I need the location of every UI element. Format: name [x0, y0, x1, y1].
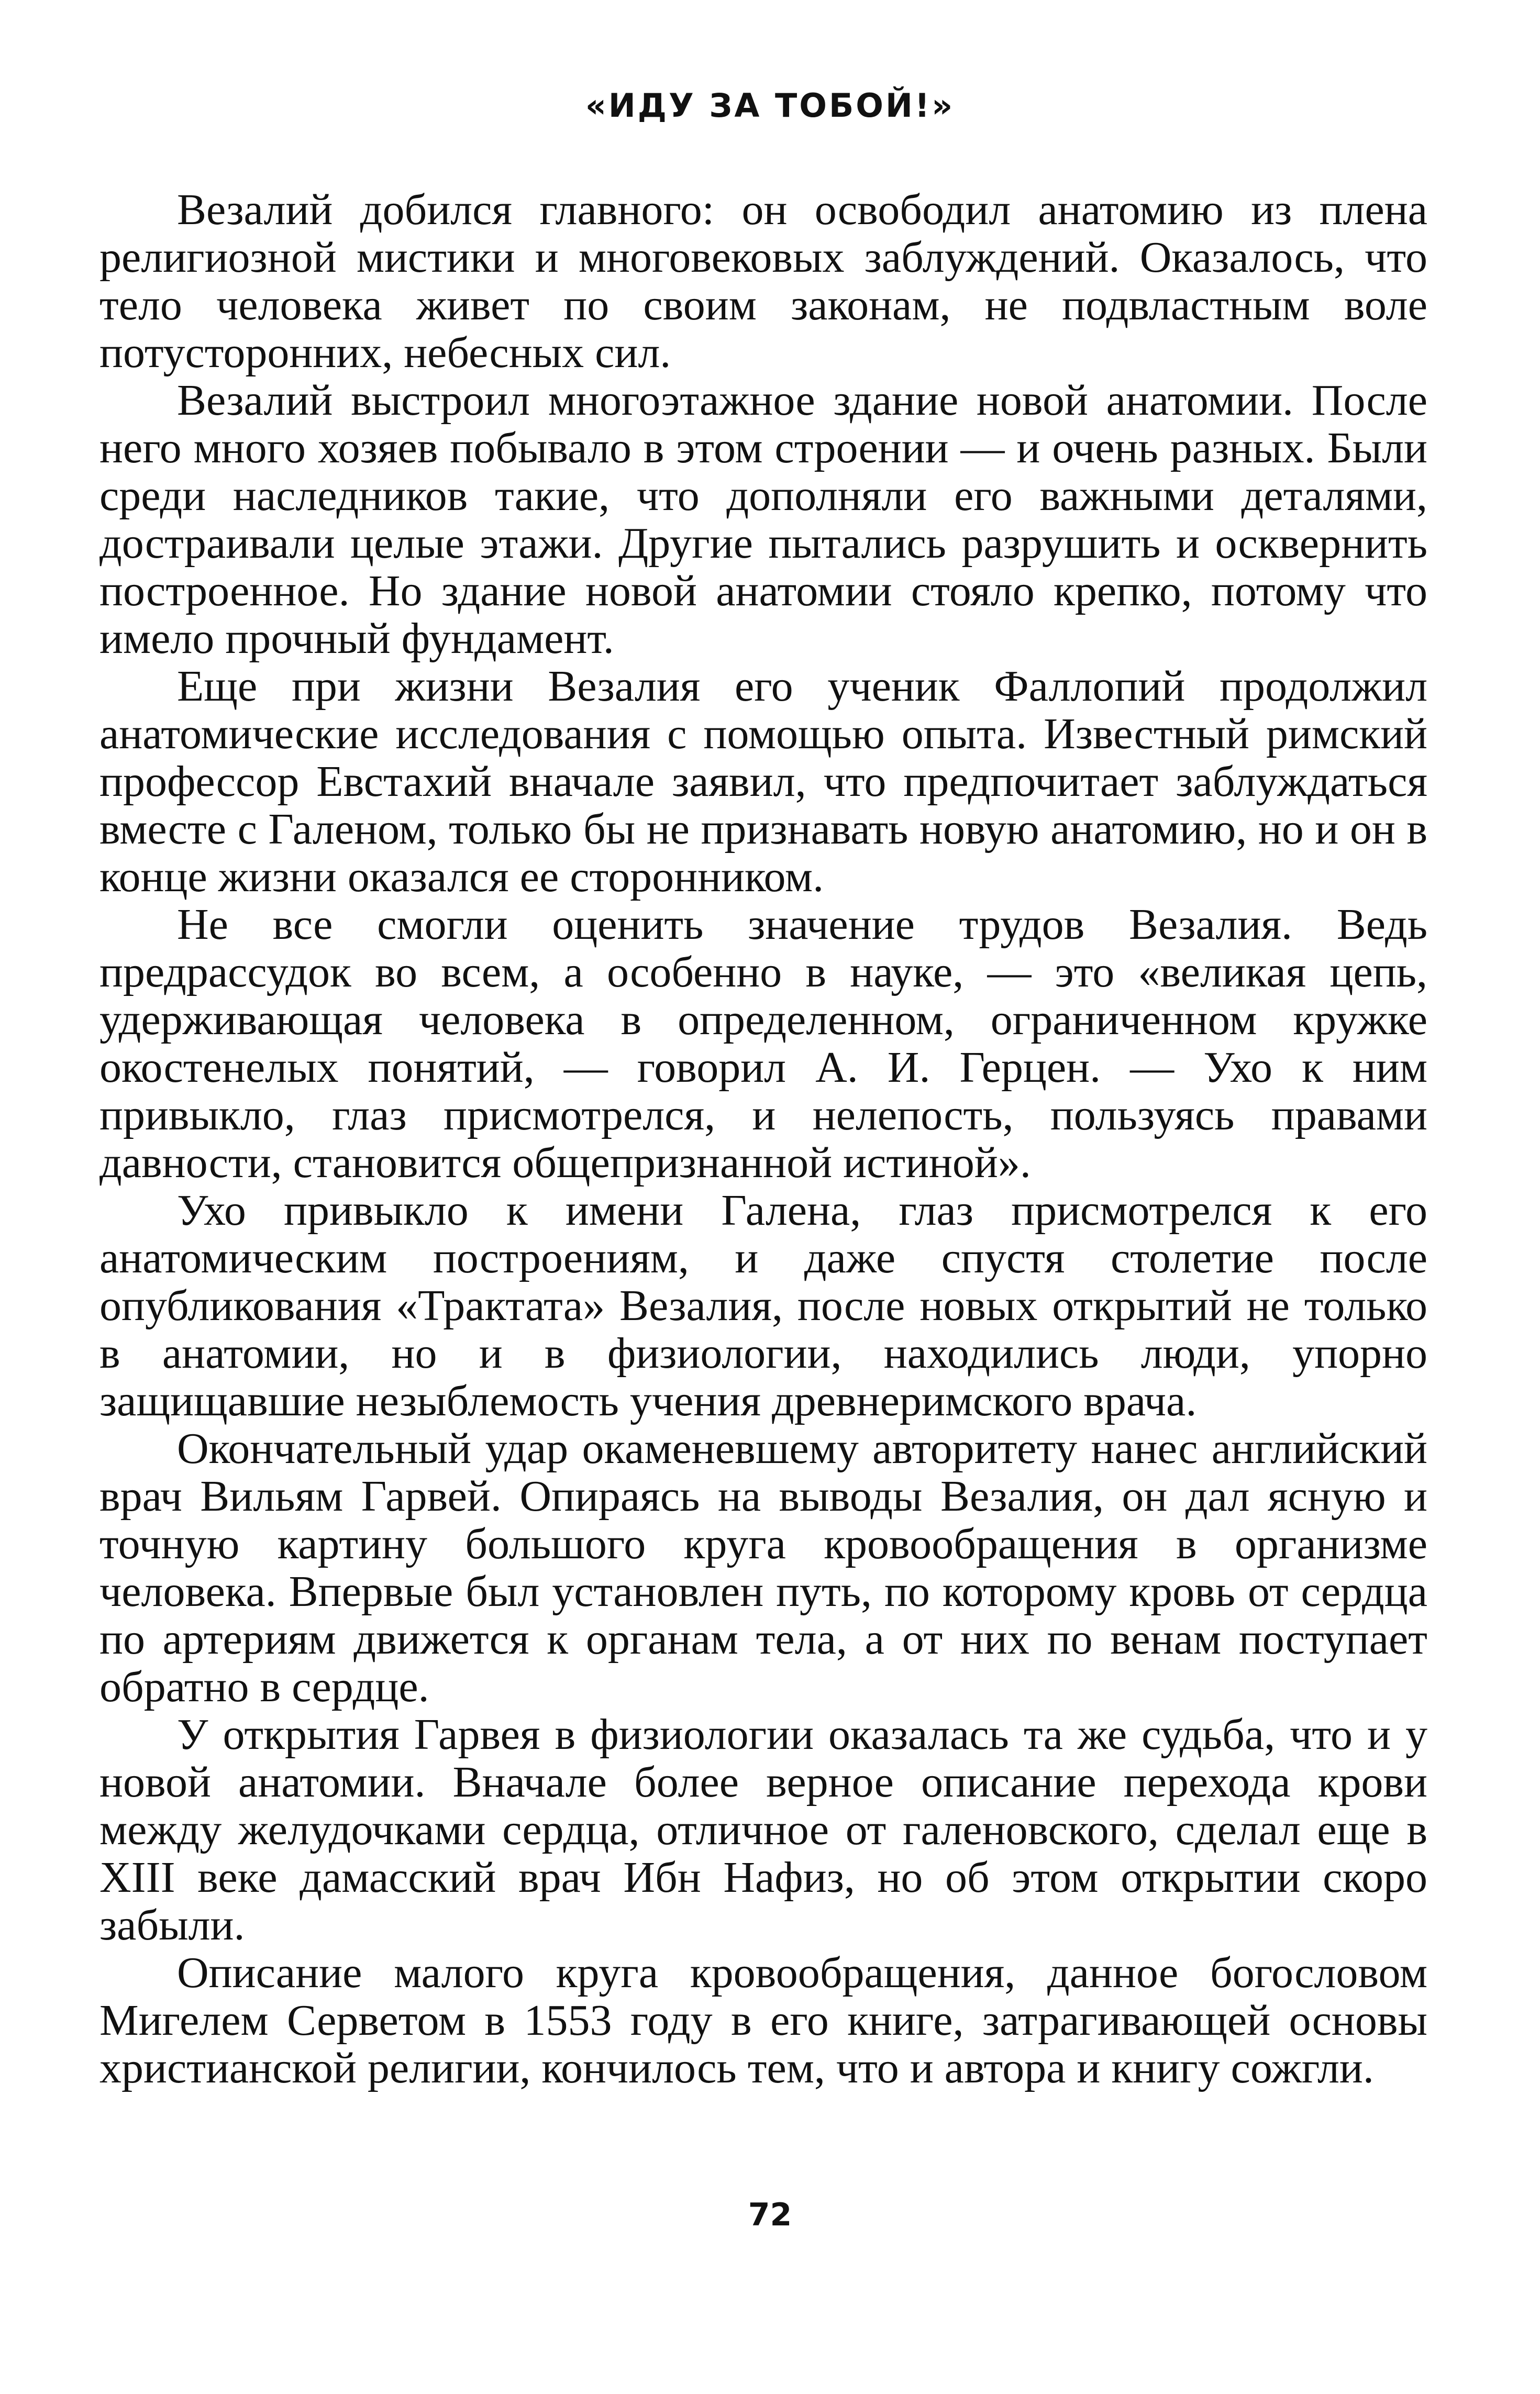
paragraph: Окончательный удар окаменевшему авторитету нанес английский врач Вильям Гарвей. Опираясь на выводы Везалия, он дал ясную и точную картину большого круга кровообращения в организме человека. Впервые был установлен путь, по которому кровь от сердца по артериям движется к органам тела, а от них по венам поступает обратно в сердце.: [99, 1424, 1427, 1711]
paragraph: Не все смогли оценить значение трудов Везалия. Ведь предрассудок во всем, а особенно в науке, — это «великая цепь, удерживающая человека в определенном, ограниченном кружке окостенелых понятий, — говорил А. И. Герцен. — Ухо к ним привыкло, глаз присмотрелся, и нелепость, пользуясь правами давности, становится общепризнанной истиной».: [99, 900, 1427, 1187]
running-head-title: «ИДУ ЗА ТОБОЙ!»: [585, 86, 955, 125]
body-text: [99, 186, 1427, 2092]
paragraph: Везалий выстроил многоэтажное здание новой анатомии. После него много хозяев побывало в этом строении — и очень разных. Были среди наследников такие, что дополняли его важными деталями, достраивали целые этажи. Другие пытались разрушить и осквернить построенное. Но здание новой анатомии стояло крепко, потому что имело прочный фундамент.: [99, 376, 1427, 663]
paragraph: Еще при жизни Везалия его ученик Фаллопий продолжил анатомические исследования с помощью опыта. Известный римский профессор Евстахий вначале заявил, что предпочитает заблуждаться вместе с Галеном, только бы не признавать новую анатомию, но и он в конце жизни оказался ее сторонником.: [99, 662, 1427, 901]
page-number: 72: [748, 2197, 792, 2233]
paragraph: Везалий добился главного: он освободил анатомию из плена религиозной мистики и многовековых заблуждений. Оказалось, что тело человека живет по своим законам, не подвластным воле потусторонних, небесных сил.: [99, 185, 1427, 377]
paragraph: У открытия Гарвея в физиологии оказалась та же судьба, что и у новой анатомии. Вначале более верное описание перехода крови между желудочками сердца, отличное от галеновского, сделал еще в XIII веке дамасский врач Ибн Нафиз, но об этом открытии скоро забыли.: [99, 1710, 1427, 1949]
paragraph: Ухо привыкло к имени Галена, глаз присмотрелся к его анатомическим построениям, и даже спустя столетие после опубликования «Трактата» Везалия, после новых открытий не только в анатомии, но и в физиологии, находились люди, упорно защищавшие незыблемость учения древнеримского врача.: [99, 1186, 1427, 1425]
paragraph: Описание малого круга кровообращения, данное богословом Мигелем Серветом в 1553 году в его книге, затрагивающей основы христианской религии, кончилось тем, что и автора и книгу сожгли.: [99, 1948, 1427, 2092]
